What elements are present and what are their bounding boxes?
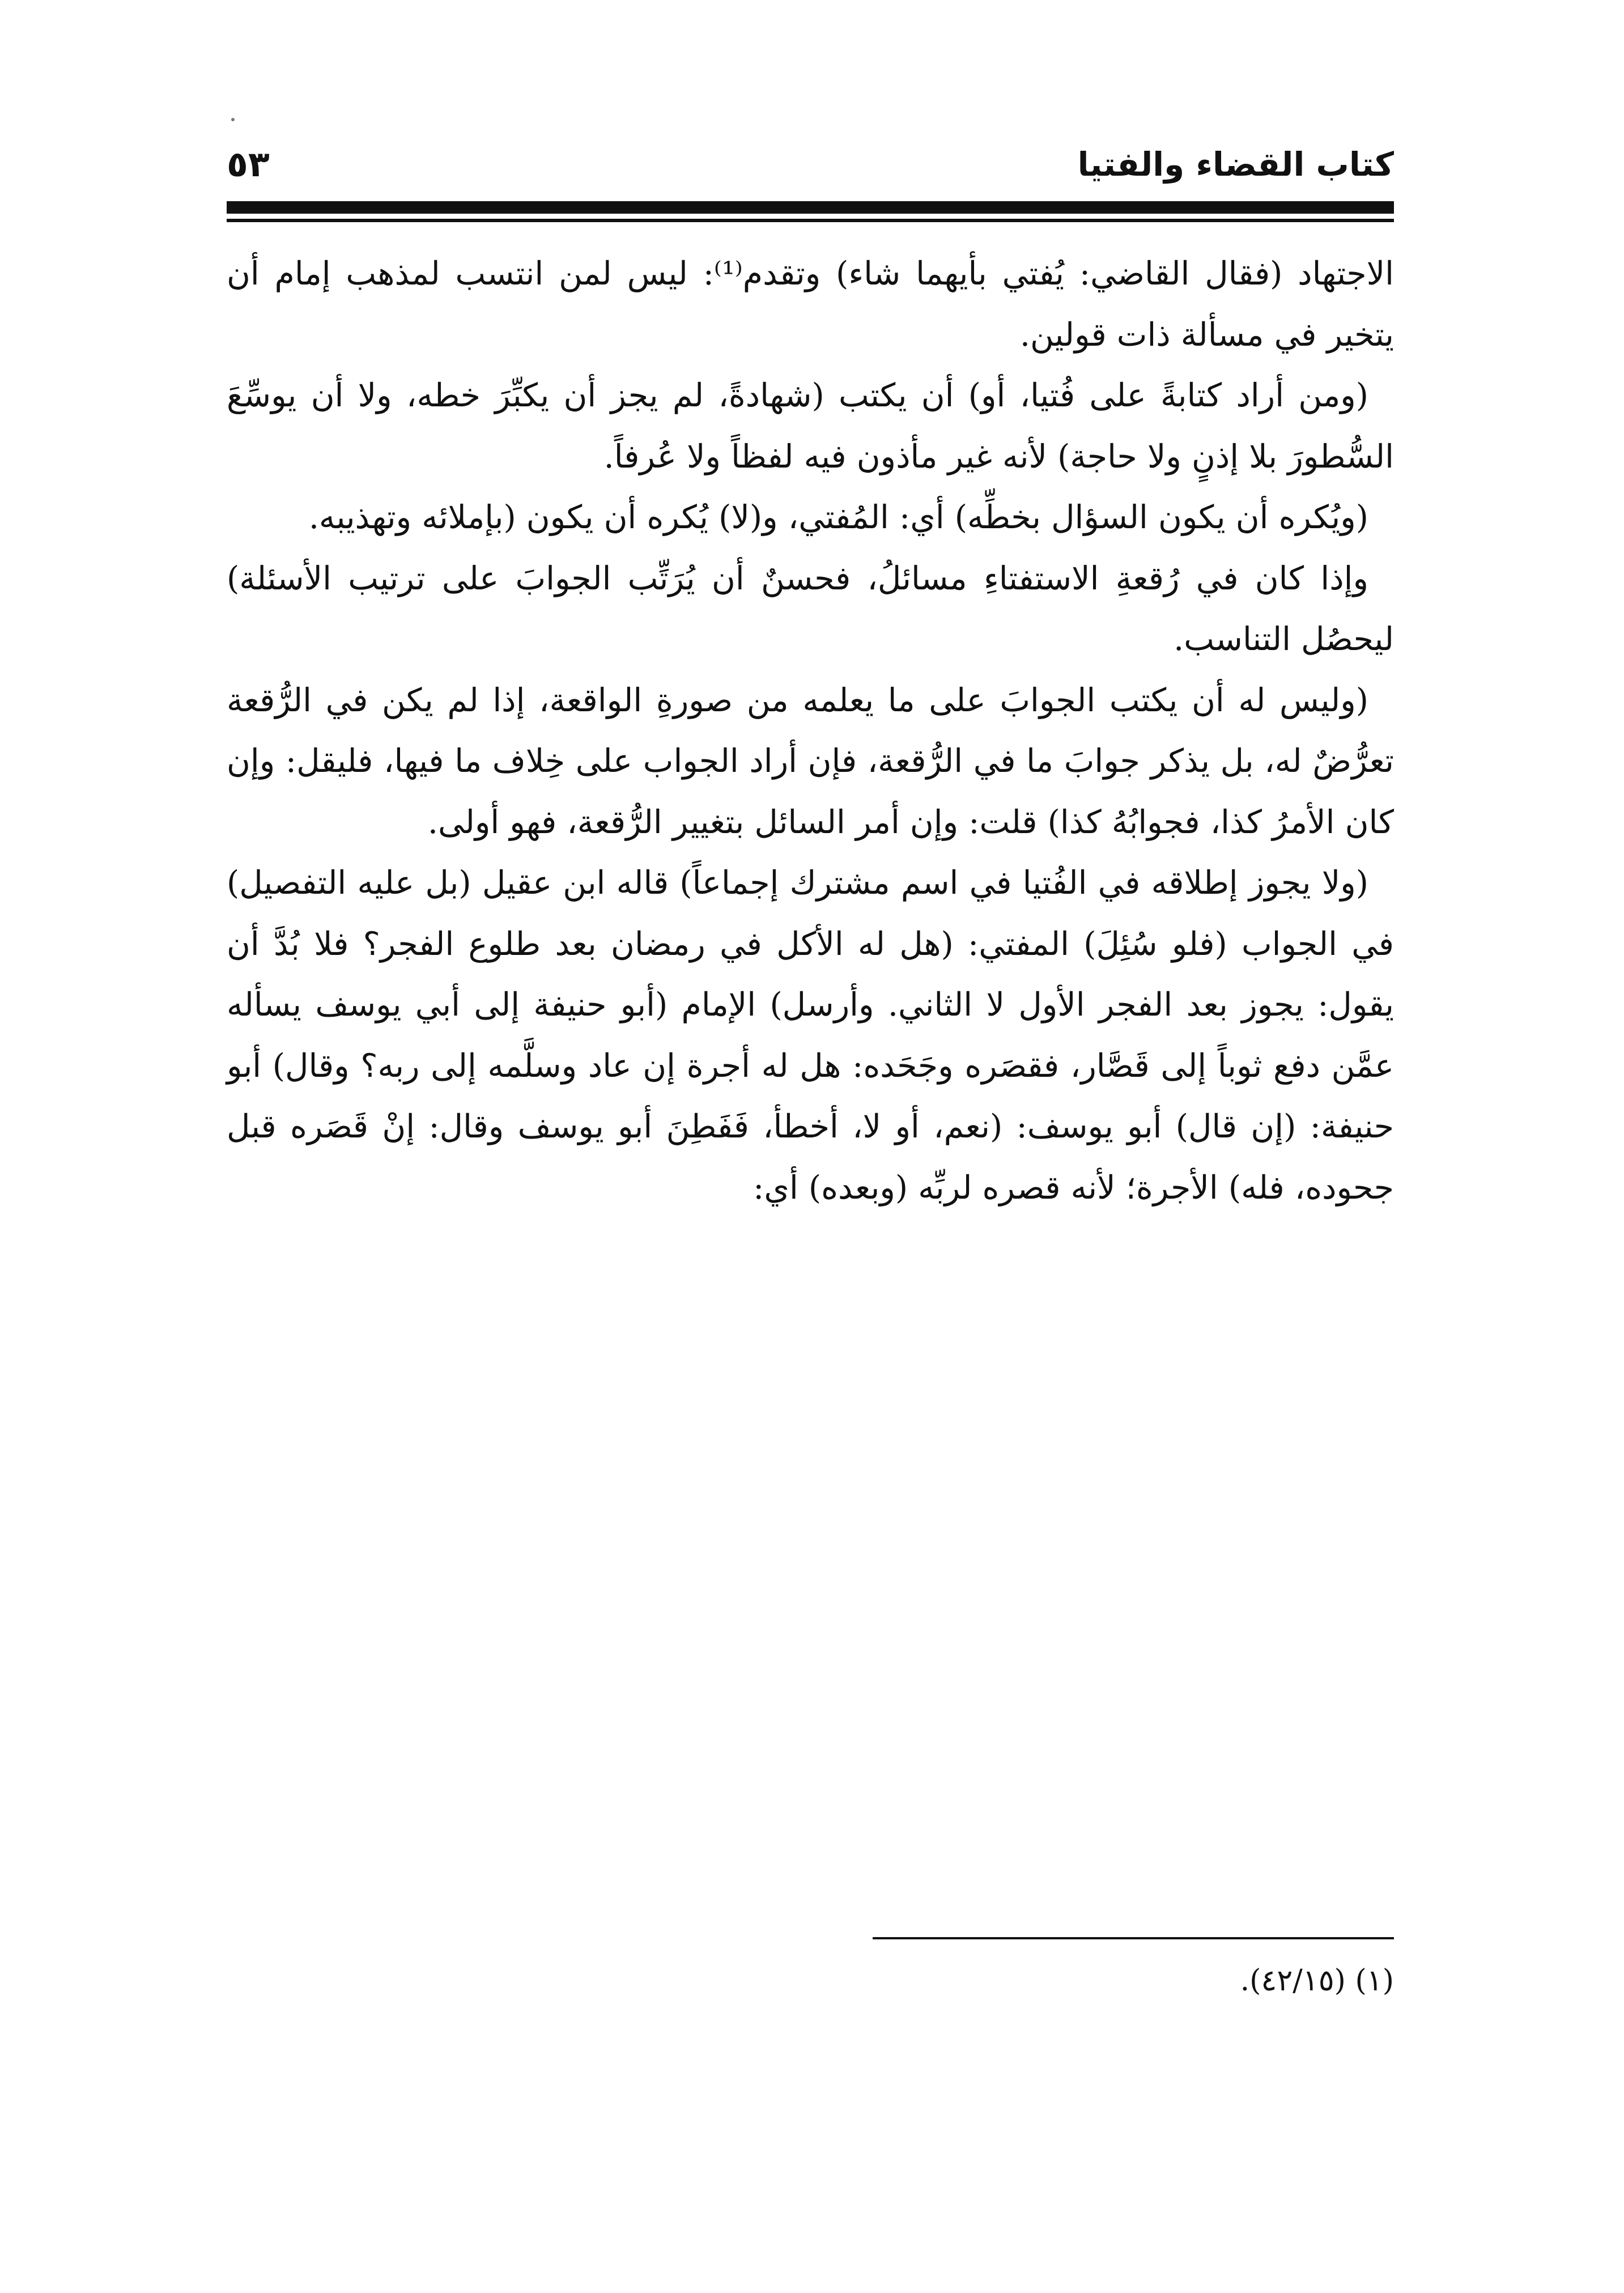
paragraph: (وليس له أن يكتب الجوابَ على ما يعلمه من صورةِ الواقعة، إذا لم يكن في الرُّقعة تعرُّضٌ له، بل يذكر جوابَ ما في الرُّقعة، فإن أراد الجواب على خِلاف ما فيها، فليقل: وإن كان الأمرُ كذا، فجوابُهُ كذا) قلت: وإن أمر السائل بتغيير الرُّقعة، فهو أولى. bbox=[227, 681, 1394, 841]
header-rule-thick bbox=[227, 201, 1394, 214]
footnote-separator bbox=[873, 1937, 1394, 1939]
paragraph: وإذا كان في رُقعةِ الاستفتاءِ مسائلُ، فحسنٌ أن يُرَتِّب الجوابَ على ترتيب الأسئلة) ليحصُل التناسب. bbox=[227, 559, 1394, 658]
header-rule-thin bbox=[227, 219, 1394, 222]
running-title: كتاب القضاء والفتيا bbox=[1077, 145, 1394, 184]
paragraph: الاجتهاد (فقال القاضي: يُفتي بأيهما شاء) وتقدم⁽¹⁾: ليس لمن انتسب لمذهب إمام أن يتخير في مسألة ذات قولين. bbox=[227, 255, 1394, 354]
scan-speck bbox=[231, 118, 235, 121]
paragraph: (ومن أراد كتابةً على فُتيا، أو) أن يكتب (شهادةً، لم يجز أن يكبِّرَ خطه، ولا أن يوسِّعَ السُّطورَ بلا إذنٍ ولا حاجة) لأنه غير مأذون فيه لفظاً ولا عُرفاً. bbox=[227, 377, 1394, 475]
page-number: ٥٣ bbox=[227, 143, 270, 185]
body-text bbox=[227, 244, 1394, 1899]
footnote: (١) (٤٢/١٥). bbox=[1240, 1964, 1394, 1998]
paragraph: (ويُكره أن يكون السؤال بخطِّه) أي: المُفتي، و(لا) يُكره أن يكون (بإملائه وتهذيبه. bbox=[308, 499, 1368, 536]
page-header bbox=[227, 142, 1394, 187]
paragraph: (ولا يجوز إطلاقه في الفُتيا في اسم مشترك إجماعاً) قاله ابن عقيل (بل عليه التفصيل) في الجواب (فلو سُئِلَ) المفتي: (هل له الأكل في رمضان بعد طلوع الفجر؟ فلا بُدَّ أن يقول: يجوز بعد الفجر الأول لا الثاني. وأرسل) الإمام (أبو حنيفة إلى أبي يوسف يسأله عمَّن دفع ثوباً إلى قَصَّار، فقصَره وجَحَده: هل له أجرة إن عاد وسلَّمه إلى ربه؟ وقال) أبو حنيفة: (إن قال) أبو يوسف: (نعم، أو لا، أخطأ، فَفَطِنَ أبو يوسف وقال: إنْ قَصَره قبل جحوده، فله) الأجرة؛ لأنه قصره لربِّه (وبعده) أي: bbox=[227, 864, 1394, 1207]
